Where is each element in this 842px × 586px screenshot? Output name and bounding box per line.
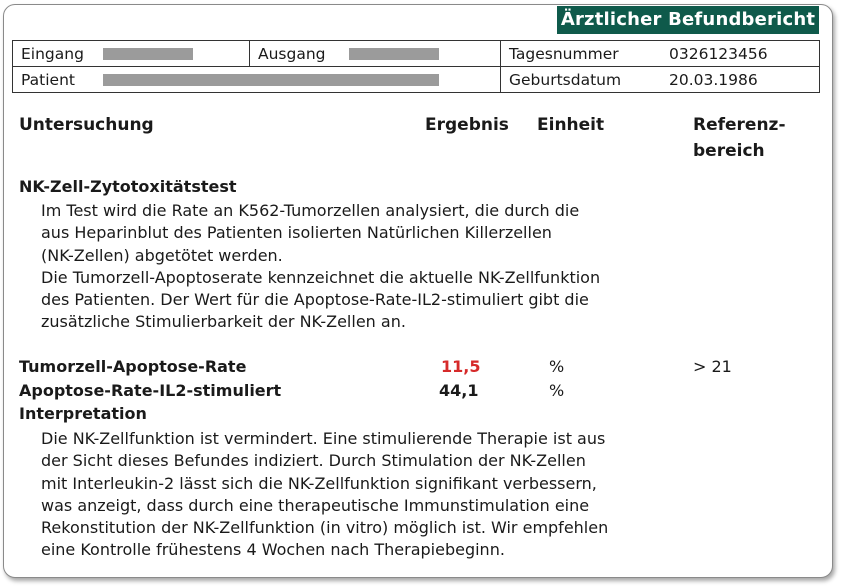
eingang-redacted <box>103 48 193 60</box>
eingang-label: Eingang <box>21 45 84 63</box>
header-row-intake <box>13 41 819 67</box>
interpretation-line: Die NK-Zellfunktion ist vermindert. Eine stimulierende Therapie ist aus <box>41 429 606 448</box>
divider <box>249 41 250 67</box>
column-header-untersuchung: Untersuchung <box>19 115 154 135</box>
column-header-einheit: Einheit <box>537 115 605 135</box>
ausgang-label: Ausgang <box>258 45 326 63</box>
divider <box>500 41 501 67</box>
result-name-tumorzell-apoptose-rate: Tumorzell-Apoptose-Rate <box>19 357 247 376</box>
report-title: Ärztlicher Befundbericht <box>557 6 819 34</box>
column-header-referenz: Referenz- <box>693 115 786 135</box>
test-title: NK-Zell-Zytotoxitätstest <box>19 177 237 196</box>
header-row-patient <box>13 67 819 93</box>
description-line: des Patienten. Der Wert für die Apoptose-Rate-IL2-stimuliert gibt die <box>41 290 589 310</box>
patient-name-redacted <box>103 74 439 86</box>
result-value-tumorzell-apoptose-rate: 11,5 <box>441 357 481 376</box>
ausgang-redacted <box>349 48 439 60</box>
result-unit: % <box>549 381 565 400</box>
column-header-bereich: bereich <box>693 141 765 161</box>
interpretation-text <box>41 428 781 562</box>
patient-label: Patient <box>21 71 75 89</box>
result-reference: > 21 <box>693 357 732 376</box>
interpretation-line: Rekonstitution der NK-Zellfunktion (in vitro) möglich ist. Wir empfehlen <box>41 518 609 538</box>
interpretation-line: mit Interleukin-2 lässt sich die NK-Zellfunktion signifikant verbessern, <box>41 473 597 493</box>
geburtsdatum-label: Geburtsdatum <box>509 71 622 89</box>
result-value-apoptose-rate-il2: 44,1 <box>439 381 479 400</box>
interpretation-line: eine Kontrolle frühestens 4 Wochen nach Therapiebeginn. <box>41 540 505 560</box>
description-line: Die Tumorzell-Apoptoserate kennzeichnet die aktuelle NK-Zellfunktion <box>41 267 601 287</box>
tagesnummer-label: Tagesnummer <box>509 45 619 63</box>
patient-header-table <box>12 40 820 93</box>
interpretation-line: was anzeigt, dass durch eine therapeutische Immunstimulation eine <box>41 495 590 515</box>
description-line: aus Heparinblut des Patienten isolierten Natürlichen Killerzellen <box>41 223 552 243</box>
description-line: Im Test wird die Rate an K562-Tumorzellen analysiert, die durch die <box>41 201 580 220</box>
geburtsdatum-value: 20.03.1986 <box>669 71 758 89</box>
interpretation-title: Interpretation <box>19 404 147 423</box>
result-unit: % <box>549 357 565 376</box>
description-line: (NK-Zellen) abgetötet werden. <box>41 245 283 265</box>
column-header-ergebnis: Ergebnis <box>425 115 509 135</box>
result-name-apoptose-rate-il2: Apoptose-Rate-IL2-stimuliert <box>19 381 282 400</box>
divider <box>500 67 501 93</box>
description-line: zusätzliche Stimulierbarkeit der NK-Zellen an. <box>41 312 406 332</box>
interpretation-line: der Sicht dieses Befundes indiziert. Durch Stimulation der NK-Zellen <box>41 451 586 471</box>
tagesnummer-value: 0326123456 <box>669 45 768 63</box>
test-description <box>41 200 781 334</box>
